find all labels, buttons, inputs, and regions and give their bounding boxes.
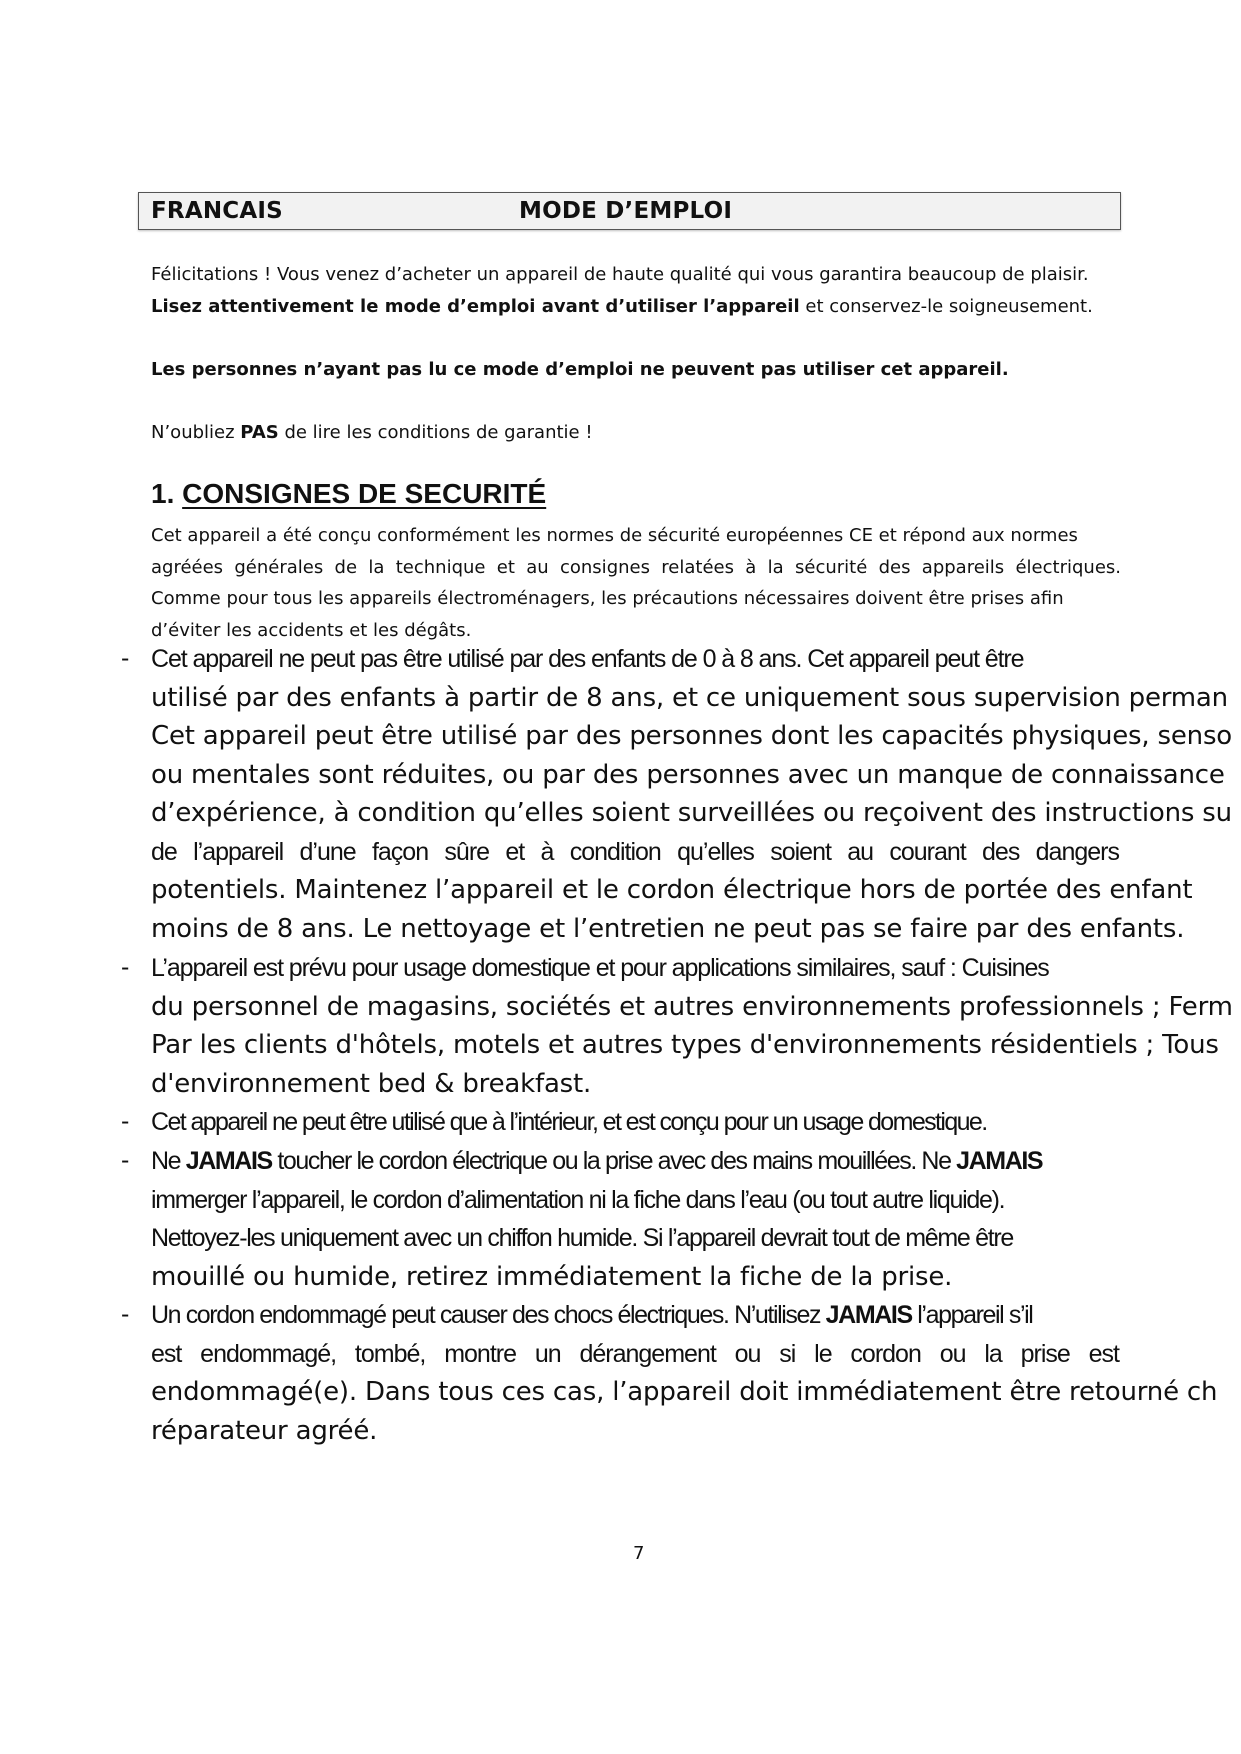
text-run: toucher le cordon électrique ou la prise avec des mains mouillées. Ne	[271, 1147, 957, 1175]
bullet-line	[151, 1142, 1241, 1181]
text-run: l’appareil s’il	[911, 1301, 1033, 1329]
bullet-line: Par les clients d'hôtels, motels et autres types d'environnements résidentiels ; Tous	[151, 1030, 1219, 1060]
bullet-line	[151, 1296, 1241, 1335]
bullet-dash: -	[121, 953, 130, 981]
bullet-line: mouillé ou humide, retirez immédiatement la fiche de la prise.	[151, 1261, 953, 1292]
intro-congratulations: Félicitations ! Vous venez d’acheter un appareil de haute qualité qui vous garantira beaucoup de plaisir.	[151, 264, 1089, 285]
text-run: Un cordon endommagé peut causer des chocs électriques. N’utilisez	[151, 1301, 826, 1329]
intro-read-bold: Lisez attentivement le mode d’emploi avant d’utiliser l’appareil	[151, 296, 800, 317]
reminder-bold: PAS	[240, 422, 279, 443]
bullet-line: réparateur agréé.	[151, 1415, 378, 1446]
intro-read-rest: et conservez-le soigneusement.	[799, 296, 1093, 317]
section-intro-line: agréées générales de la technique et au consignes relatées à la sécurité des appareils électriques.	[151, 556, 1121, 578]
bullet-line: endommagé(e). Dans tous ces cas, l’appareil doit immédiatement être retourné ch	[151, 1377, 1218, 1407]
bullet-dash: -	[121, 644, 130, 672]
section-heading: CONSIGNES DE SECURITÉ	[182, 478, 547, 509]
bullet-line: du personnel de magasins, sociétés et autres environnements professionnels ; Ferm	[151, 991, 1233, 1022]
bullet-dash: -	[121, 1107, 130, 1135]
section-intro-line: d’éviter les accidents et les dégâts.	[151, 619, 472, 641]
safety-bullet-children	[121, 640, 1241, 948]
text-bold: JAMAIS	[956, 1147, 1043, 1175]
bullet-line: d'environnement bed & breakfast.	[151, 1068, 592, 1099]
bullet-line: Nettoyez-les uniquement avec un chiffon humide. Si l’appareil devrait tout de même être	[151, 1224, 1013, 1252]
bullet-line: potentiels. Maintenez l’appareil et le cordon électrique hors de portée des enfant	[151, 875, 1193, 905]
bullet-dash: -	[121, 1300, 130, 1328]
text-bold: JAMAIS	[185, 1147, 272, 1175]
intro-read-instructions	[151, 295, 1131, 319]
bullet-line: est endommagé, tombé, montre un dérangement ou si le cordon ou la prise est	[151, 1339, 1119, 1368]
safety-bullet-water	[121, 1142, 1241, 1296]
bullet-line: utilisé par des enfants à partir de 8 ans, et ce uniquement sous supervision perman	[151, 682, 1228, 713]
bullet-line: Cet appareil peut être utilisé par des personnes dont les capacités physiques, senso	[151, 721, 1233, 751]
section-intro-line: Cet appareil a été conçu conformément les normes de sécurité européennes CE et répond aux normes	[151, 525, 1078, 546]
language-label: FRANCAIS	[151, 198, 283, 224]
section-intro	[151, 520, 1131, 646]
bullet-line: immerger l’appareil, le cordon d’alimentation ni la fiche dans l’eau (ou tout autre liquide).	[151, 1185, 1005, 1214]
manual-title: MODE D’EMPLOI	[519, 198, 733, 224]
intro-warning: Les personnes n’ayant pas lu ce mode d’emploi ne peuvent pas utiliser cet appareil.	[151, 359, 1009, 380]
bullet-line: moins de 8 ans. Le nettoyage et l’entretien ne peut pas se faire par des enfants.	[151, 913, 1185, 944]
section-intro-line: Comme pour tous les appareils électroménagers, les précautions nécessaires doivent être prises afin	[151, 588, 1064, 609]
bullet-line: ou mentales sont réduites, ou par des personnes avec un manque de connaissance	[151, 759, 1225, 790]
bullet-line: Cet appareil ne peut pas être utilisé par des enfants de 0 à 8 ans. Cet appareil peut être	[151, 645, 1024, 673]
page-number: 7	[633, 1543, 645, 1564]
bullet-line: Cet appareil ne peut être utilisé que à l’intérieur, et est conçu pour un usage domestique.	[151, 1108, 987, 1136]
text-bold: JAMAIS	[825, 1301, 912, 1329]
intro-warranty-reminder	[151, 421, 1131, 445]
bullet-line: d’expérience, à condition qu’elles soient surveillées ou reçoivent des instructions su	[151, 798, 1232, 828]
safety-bullet-indoor	[121, 1103, 1241, 1142]
bullet-line: L’appareil est prévu pour usage domestique et pour applications similaires, sauf : Cuisines	[151, 954, 1049, 982]
bullet-dash: -	[121, 1146, 130, 1174]
reminder-start: N’oubliez	[151, 422, 241, 443]
section-number: 1.	[151, 478, 175, 509]
bullet-line: de l’appareil d’une façon sûre et à condition qu’elles soient au courant des dangers	[151, 837, 1119, 866]
section-title	[151, 478, 546, 510]
text-run: Ne	[151, 1147, 186, 1175]
header-box	[138, 192, 1121, 230]
reminder-end: de lire les conditions de garantie !	[278, 422, 593, 443]
safety-bullet-domestic-use	[121, 949, 1241, 1103]
safety-bullet-damaged-cord	[121, 1296, 1241, 1450]
